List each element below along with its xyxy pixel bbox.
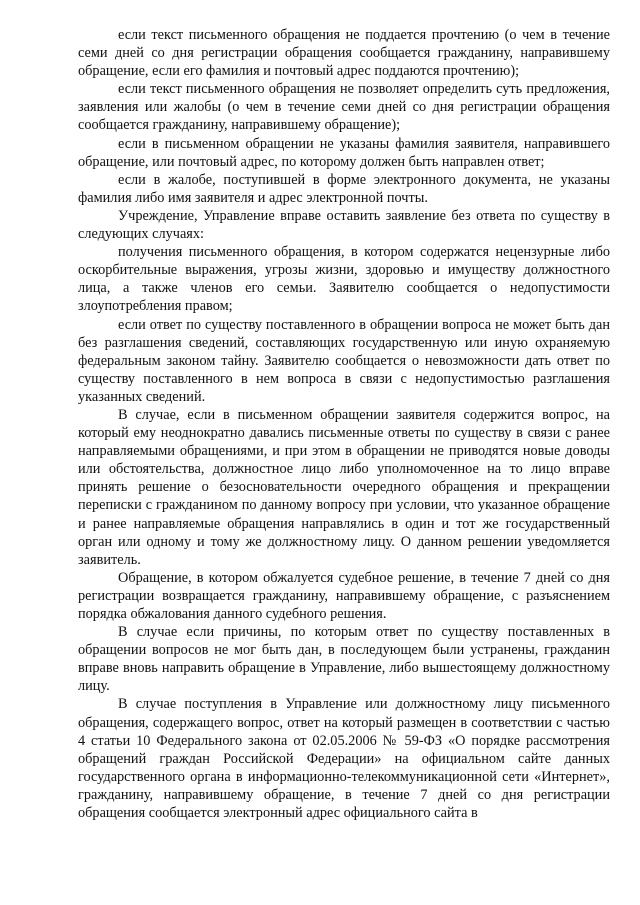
paragraph-obscene-language: получения письменного обращения, в котором содержатся нецензурные либо оскорбительные выражения, угрозы жизни, здоровью и имуществу должностного лица, а также членов его семьи. Заявителю сообщается о недопустимости злоупотребления правом; [78, 244, 610, 315]
paragraph-electronic-complaint: если в жалобе, поступившей в форме электронного документа, не указаны фамилия либо имя заявителя и адрес электронной почты. [78, 171, 610, 206]
paragraph-missing-surname-address: если в письменном обращении не указаны фамилия заявителя, направившего обращение, или почтовый адрес, по которому должен быть направлен ответ; [78, 135, 610, 170]
paragraph-state-secret: если ответ по существу поставленного в обращении вопроса не может быть дан без разглашения сведений, составляющих государственную или иную охраняемую федеральным законом тайну. Заявителю сообщается о невозможности дать ответ по существу поставленного в нем вопроса в связи с недопустимостью разглашения указанных сведений. [78, 316, 610, 405]
paragraph-answer-published: В случае поступления в Управление или должностному лицу письменного обращения, содержащего вопрос, ответ на который размещен в соответствии с частью 4 статьи 10 Федерального закона от 02.05.2006 № 59-ФЗ «О порядке рассмотрения обращений граждан Российской Федерации» на официальном сайте данных государственного органа в информационно-телекоммуникационной сети «Интернет», гражданину, направившему обращение, в течение 7 дней со дня регистрации обращения сообщается электронный адрес официального сайта в [78, 696, 610, 822]
paragraph-unreadable-text: если текст письменного обращения не поддается прочтению (о чем в течение семи дней со дня регистрации обращения сообщается гражданину, направившему обращение, если его фамилия и почтовый адрес поддаются прочтению); [78, 27, 610, 80]
paragraph-court-decision: Обращение, в котором обжалуется судебное решение, в течение 7 дней со дня регистрации возвращается гражданину, направившему обращение, с разъяснением порядка обжалования данного судебного решения. [78, 569, 610, 622]
paragraph-repeated-requests: В случае, если в письменном обращении заявителя содержится вопрос, на который ему неоднократно давались письменные ответы по существу в связи с ранее направляемыми обращениями, и при этом в обращении не приводятся новые доводы или обстоятельства, должностное лицо либо уполномоченное на то лицо вправе принять решение о безосновательности очередного обращения и прекращении переписки с гражданином по данному вопросу при условии, что указанное обращение и ранее направляемые обращения направлялись в один и тот же государственный орган или одному и тому же должностному лицу. О данном решении уведомляется заявитель. [78, 406, 610, 568]
paragraph-undefined-essence: если текст письменного обращения не позволяет определить суть предложения, заявления или жалобы (о чем в течение семи дней со дня регистрации обращения сообщается гражданину, направившему обращение); [78, 81, 610, 134]
document-page [78, 26, 610, 822]
paragraph-leave-without-answer: Учреждение, Управление вправе оставить заявление без ответа по существу в следующих случаях: [78, 207, 610, 243]
paragraph-reasons-eliminated: В случае если причины, по которым ответ по существу поставленных в обращении вопросов не мог быть дан, в последующем были устранены, гражданин вправе вновь направить обращение в Управление, либо вышестоящему должностному лицу. [78, 624, 610, 695]
